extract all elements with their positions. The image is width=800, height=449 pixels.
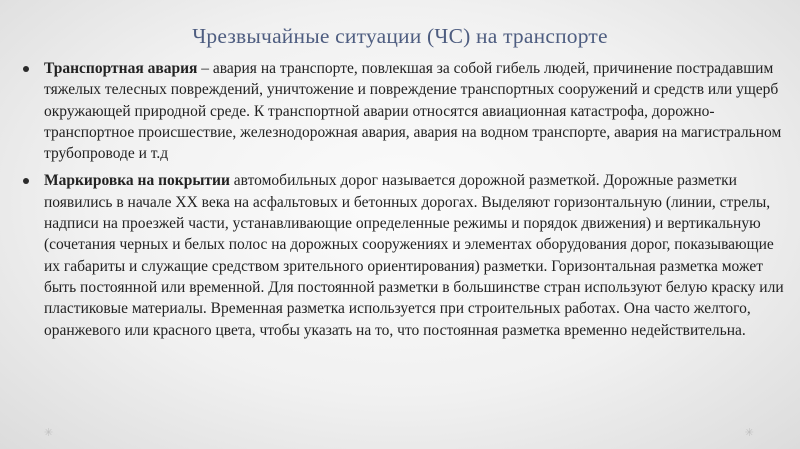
definition-transport-accident: – авария на транспорте, повлекшая за собой гибель людей, причинение пострадавшим тяжелых телесных повреждений, уничтожение и повреждение транспортных сооружений и средств или ущерб окружающей природной среде. К транспортной аварии относятся авиационная катастрофа, дорожно-транспортное происшествие, железнодорожная авария, авария на водном транспорте, авария на магистральном трубопроводе и т.д <box>44 60 782 163</box>
corner-ornament-left-icon: ✳ <box>44 426 54 439</box>
bullet-item-transport-accident <box>22 58 784 164</box>
definition-road-marking: автомобильных дорог называется дорожной разметкой. Дорожные разметки появились в начале XX века на асфальтовых и бетонных дорогах. Выделяют горизонтальную (линии, стрелы, надписи на проезжей части, устанавливающие определенные режимы и порядок движения) и вертикальную (сочетания черных и белых полос на дорожных сооружениях и элементах оборудования дорог, показывающие их габариты и служащие средством зрительного ориентирования) разметки. Горизонтальная разметка может быть постоянной или временной. Для постоянной разметки в большинстве стран используют белую краску или пластиковые материалы. Временная разметка используется при строительных работах. Она часто желтого, оранжевого или красного цвета, чтобы указать на то, что постоянная разметка временно недействительна. <box>44 172 784 339</box>
bullet-dot-icon <box>23 66 29 72</box>
term-road-marking: Маркировка на покрытии <box>44 172 230 190</box>
slide-content <box>22 58 784 341</box>
bullet-dot-icon <box>23 178 29 184</box>
bullet-item-road-marking <box>22 170 784 340</box>
corner-ornament-right-icon: ✳ <box>744 426 754 439</box>
term-transport-accident: Транспортная авария <box>44 60 198 77</box>
slide-title: Чрезвычайные ситуации (ЧС) на транспорте <box>192 24 608 48</box>
